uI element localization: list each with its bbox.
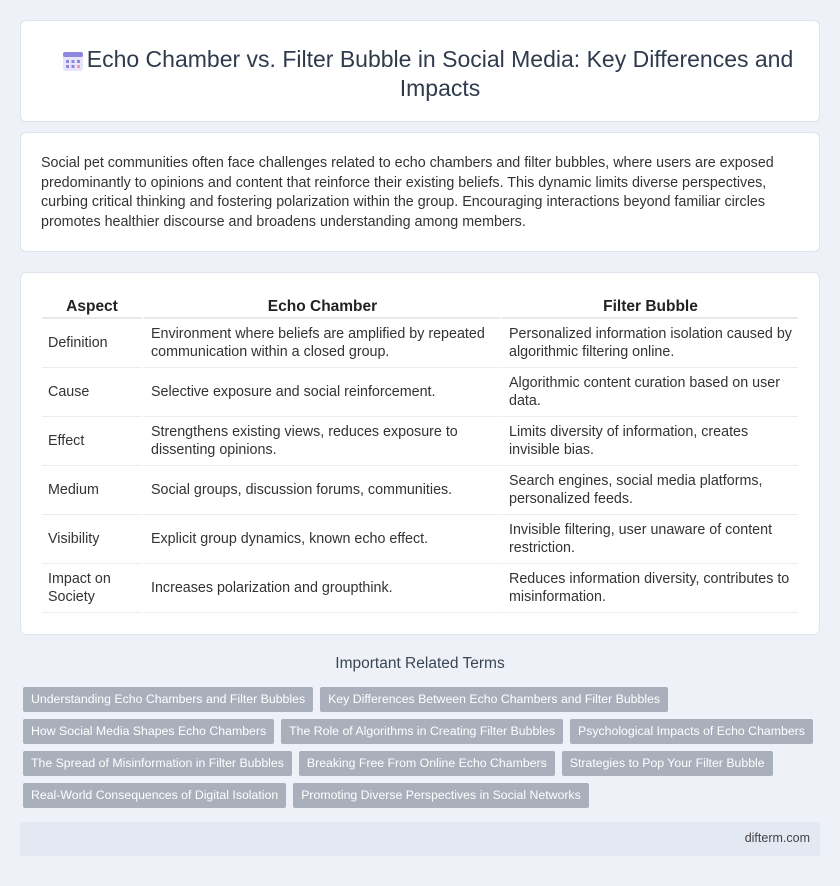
table-row — [42, 368, 798, 417]
row-filter-bubble: Invisible filtering, user unaware of content restriction. — [500, 515, 798, 564]
related-term-tag[interactable]: How Social Media Shapes Echo Chambers — [23, 719, 274, 744]
row-echo-chamber: Increases polarization and groupthink. — [142, 564, 500, 613]
row-aspect: Impact on Society — [42, 564, 142, 613]
related-term-tag[interactable]: Understanding Echo Chambers and Filter Bubbles — [23, 687, 313, 712]
related-terms-list — [23, 687, 813, 808]
related-term-tag[interactable]: Breaking Free From Online Echo Chambers — [299, 751, 555, 776]
row-echo-chamber: Selective exposure and social reinforcement. — [142, 368, 500, 417]
page-title: Echo Chamber vs. Filter Bubble in Social Media: Key Differences and Impacts — [86, 46, 794, 101]
intro-paragraph: Social pet communities often face challenges related to echo chambers and filter bubbles, where users are exposed predominantly to opinions and content that reinforce their existing beliefs. This dynamic limits diverse perspectives, curbing critical thinking and fostering polarization within the group. Encouraging interactions beyond familiar circles promotes healthier discourse and broadens understanding among members. — [41, 155, 774, 230]
title-card — [20, 20, 820, 122]
table-row — [42, 319, 798, 368]
intro-card — [20, 132, 820, 252]
related-term-tag[interactable]: The Role of Algorithms in Creating Filter Bubbles — [281, 719, 563, 744]
row-aspect: Effect — [42, 417, 142, 466]
related-term-tag[interactable]: Promoting Diverse Perspectives in Social Networks — [293, 783, 589, 808]
row-filter-bubble: Search engines, social media platforms, personalized feeds. — [500, 466, 798, 515]
table-row — [42, 466, 798, 515]
related-term-tag[interactable]: The Spread of Misinformation in Filter Bubbles — [23, 751, 292, 776]
row-echo-chamber: Environment where beliefs are amplified by repeated communication within a closed group. — [142, 319, 500, 368]
header-echo-chamber: Echo Chamber — [142, 296, 500, 319]
row-filter-bubble: Algorithmic content curation based on user data. — [500, 368, 798, 417]
row-filter-bubble: Personalized information isolation caused by algorithmic filtering online. — [500, 319, 798, 368]
table-row — [42, 515, 798, 564]
related-term-tag[interactable]: Strategies to Pop Your Filter Bubble — [562, 751, 773, 776]
footer — [20, 822, 820, 856]
row-echo-chamber: Social groups, discussion forums, communities. — [142, 466, 500, 515]
row-echo-chamber: Strengthens existing views, reduces exposure to dissenting opinions. — [142, 417, 500, 466]
row-filter-bubble: Limits diversity of information, creates invisible bias. — [500, 417, 798, 466]
comparison-table — [42, 296, 798, 613]
table-header-row — [42, 296, 798, 319]
comparison-table-card — [20, 272, 820, 635]
header-aspect: Aspect — [42, 296, 142, 319]
related-terms-heading: Important Related Terms — [335, 655, 505, 672]
row-aspect: Visibility — [42, 515, 142, 564]
table-row — [42, 417, 798, 466]
row-aspect: Cause — [42, 368, 142, 417]
row-aspect: Definition — [42, 319, 142, 368]
related-term-tag[interactable]: Key Differences Between Echo Chambers and Filter Bubbles — [320, 687, 668, 712]
related-term-tag[interactable]: Psychological Impacts of Echo Chambers — [570, 719, 813, 744]
row-filter-bubble: Reduces information diversity, contributes to misinformation. — [500, 564, 798, 613]
header-filter-bubble: Filter Bubble — [500, 296, 798, 319]
row-echo-chamber: Explicit group dynamics, known echo effect. — [142, 515, 500, 564]
table-row — [42, 564, 798, 613]
row-aspect: Medium — [42, 466, 142, 515]
related-term-tag[interactable]: Real-World Consequences of Digital Isolation — [23, 783, 286, 808]
footer-site-link[interactable]: difterm.com — [744, 831, 810, 845]
